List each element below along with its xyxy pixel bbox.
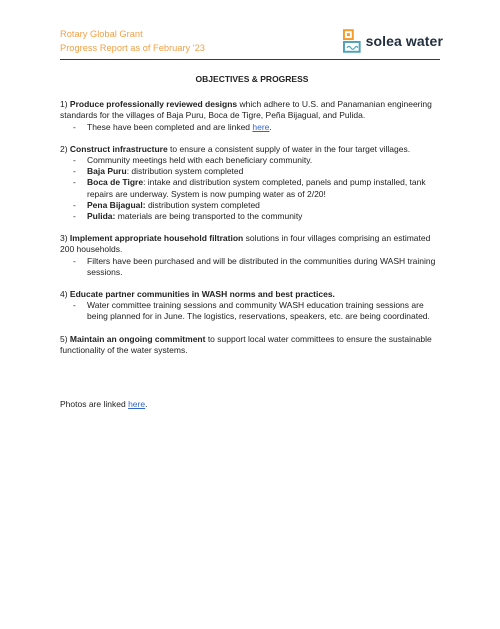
header-divider [60,59,440,60]
designs-link[interactable]: here [252,121,270,132]
objective-2 [60,144,444,222]
progress-text: materials are being transported to the community [115,211,303,222]
solea-water-logo-icon [343,29,361,53]
objective-description: to ensure a consistent supply of water in the four target villages. [167,143,411,154]
objective-name: Implement appropriate household filtration [69,233,244,244]
report-header [60,27,205,55]
objective-description: which adhere to U.S. and Panamanian engineering standards for the villages of Baja Puru, Boca de Tigre, Peña Bijagual, and Pulida. [60,99,432,121]
bullet-dash: - [73,199,76,210]
photos-period: . [145,399,148,410]
progress-text: : distribution system completed [126,166,244,177]
village-name: Boca de Tigre [87,177,144,188]
section-title: OBJECTIVES & PROGRESS [195,74,309,84]
objective-4 [60,289,444,323]
village-name: Pulida: [87,211,116,222]
bullet-dash: - [73,166,76,177]
progress-item [60,166,444,177]
objective-5 [60,334,444,356]
progress-list [60,256,444,278]
objective-description: to support local water committees to ensure the sustainable functionality of the water systems. [60,333,432,355]
village-name: Baja Puru [87,166,127,177]
objective-number: 4) [60,289,70,300]
progress-list [60,122,444,133]
progress-text: : intake and distribution system completed, panels and pump installed, tank repairs are underway. System is now pumping water as of 2/20! [87,177,426,199]
objective-3 [60,233,444,278]
progress-text: Community meetings held with each beneficiary community. [87,155,313,166]
progress-item [60,155,444,166]
objective-heading [60,289,444,300]
objective-1 [60,99,444,133]
progress-text: Filters have been purchased and will be distributed in the communities during WASH training sessions. [87,255,436,277]
progress-item [60,211,444,222]
progress-text: These have been completed and are linked [87,121,253,132]
report-body [60,74,444,410]
solea-water-logo [343,28,443,54]
objective-number: 5) [60,333,70,344]
progress-text: Water committee training sessions and community WASH education training sessions are being planned for in June. The logistics, reservations, speakers, etc. are being coordinated. [87,300,430,322]
objective-number: 3) [60,233,70,244]
progress-item [60,256,444,278]
objective-name: Produce professionally reviewed designs [69,99,238,110]
header-report-date: Progress Report as of February '23 [60,43,205,53]
progress-item [60,200,444,211]
objective-number: 1) [60,99,70,110]
logo-wordmark: solea water [365,33,443,49]
objective-name: Construct infrastructure [69,143,168,154]
bullet-dash: - [73,255,76,266]
village-name: Pena Bijagual: [87,199,146,210]
progress-list [60,300,444,322]
objective-name: Maintain an ongoing commitment [69,333,206,344]
bullet-dash: - [73,177,76,188]
bullet-dash: - [73,211,76,222]
photos-text: Photos are linked [60,399,126,410]
progress-item [60,122,444,133]
progress-period: . [269,121,272,132]
photos-line [60,399,444,410]
progress-item [60,177,444,199]
header-grant-title: Rotary Global Grant [60,29,143,39]
photos-link[interactable]: here [128,399,146,410]
objective-description: solutions in four villages comprising an estimated 200 households. [60,233,431,255]
bullet-dash: - [73,300,76,311]
progress-text: distribution system completed [145,199,260,210]
objectives-list [60,99,444,356]
objective-name: Educate partner communities in WASH norms and best practices. [69,289,335,300]
progress-list [60,155,444,222]
objective-heading [60,233,444,255]
objective-heading [60,99,444,121]
objective-heading [60,334,444,356]
objective-heading [60,144,444,155]
bullet-dash: - [73,121,76,132]
progress-item [60,300,444,322]
bullet-dash: - [73,155,76,166]
objective-number: 2) [60,143,70,154]
